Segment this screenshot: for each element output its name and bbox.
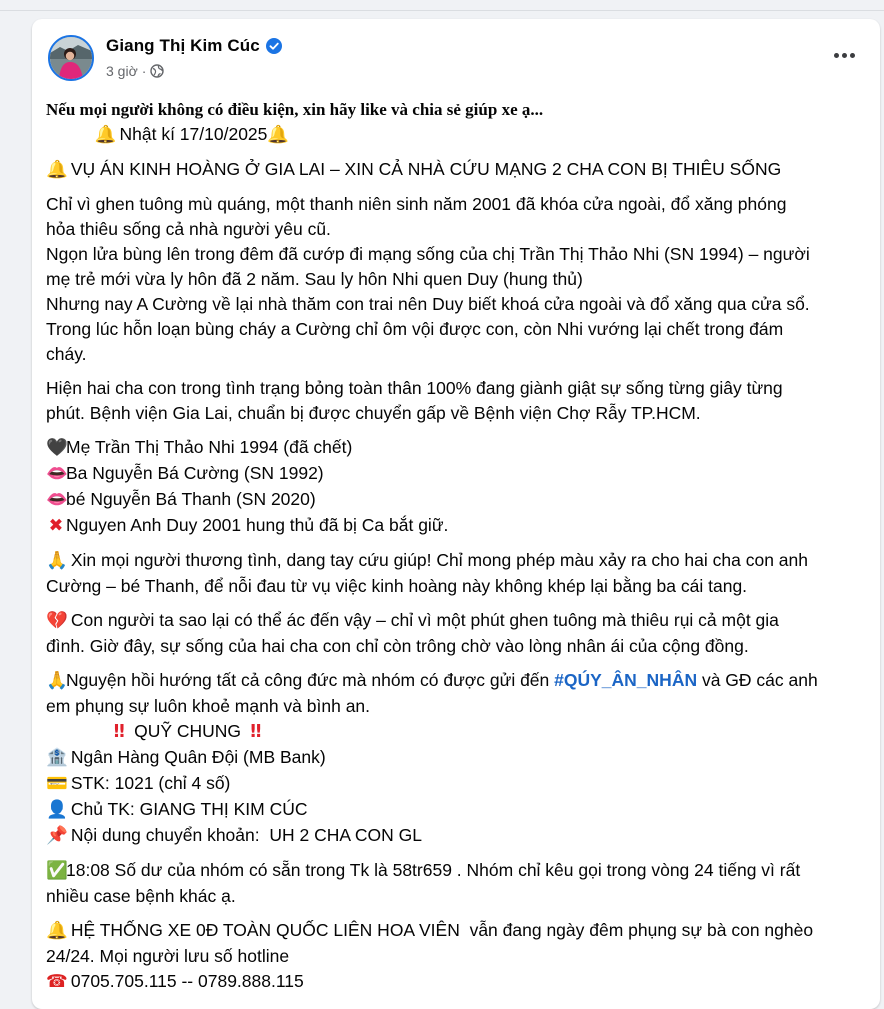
paragraph-line: nhiều case bệnh khác ạ. <box>46 886 236 906</box>
headline <box>46 157 876 183</box>
paragraph-2 <box>46 376 876 426</box>
post-card <box>32 19 880 1009</box>
list-item: 👄Ba Nguyễn Bá Cường (SN 1992) <box>46 461 876 487</box>
paragraph-3 <box>46 548 876 599</box>
double-exclamation-icon: ‼ <box>113 722 125 742</box>
post-body <box>46 97 876 995</box>
diary-label: Nhật kí 17/10/2025 <box>119 124 268 144</box>
credit-card-icon: 💳 <box>46 774 68 794</box>
broken-heart-icon: 💔 <box>46 611 68 631</box>
list-item: 🖤Mẹ Trần Thị Thảo Nhi 1994 (đã chết) <box>46 435 876 461</box>
diary-line <box>46 122 876 148</box>
paragraph-line: hỏa thiêu sống cả nhà người yêu cũ. <box>46 219 331 239</box>
author-avatar[interactable] <box>48 35 94 81</box>
folded-hands-icon: 🙏 <box>46 551 68 571</box>
author-row <box>106 36 282 56</box>
hotline-line: ☎ 0705.705.115 -- 0789.888.115 <box>46 969 876 995</box>
paragraph-line: 🙏 Xin mọi người thương tình, dang tay cứu giúp! Chỉ mong phép màu xảy ra cho hai cha con anh <box>46 548 876 574</box>
paragraph-1 <box>46 192 876 367</box>
paragraph-5 <box>46 668 876 719</box>
lips-icon: 👄 <box>46 490 68 510</box>
post-timestamp[interactable]: 3 giờ <box>106 63 138 79</box>
cross-mark-icon: ✖ <box>48 516 64 536</box>
paragraph-line: Chỉ vì ghen tuông mù quáng, một thanh niên sinh năm 2001 đã khóa cửa ngoài, đổ xăng phóng <box>46 194 787 214</box>
list-item: ✖ Nguyen Anh Duy 2001 hung thủ đã bị Ca bắt giữ. <box>46 513 876 539</box>
paragraph-line: phút. Bệnh viện Gia Lai, chuẩn bị được chuyển gấp về Bệnh viện Chợ Rẫy TP.HCM. <box>46 403 701 423</box>
paragraph-line: em phụng sự luôn khoẻ mạnh và bình an. <box>46 696 371 716</box>
hashtag-link[interactable]: #QÚY_ÂN_NHÂN <box>554 670 698 690</box>
paragraph-line: Nhưng nay A Cường về lại nhà thăm con trai nên Duy biết khoá cửa ngoài và đổ xăng qua cửa sổ. <box>46 294 810 314</box>
bank-icon: 🏦 <box>46 748 68 768</box>
globe-icon[interactable] <box>150 64 164 78</box>
transfer-line: 📌 Nội dung chuyển khoản: UH 2 CHA CON GL <box>46 823 876 849</box>
paragraph-line: 🙏Nguyện hồi hướng tất cả công đức mà nhóm có được gửi đến #QÚY_ÂN_NHÂN và GĐ các anh <box>46 668 876 694</box>
post-intro: Nếu mọi người không có điều kiện, xin hãy like và chia sẻ giúp xe ạ... <box>46 100 544 119</box>
red-bell-icon: 🔔 <box>94 125 117 145</box>
list-item: 👄bé Nguyễn Bá Thanh (SN 2020) <box>46 487 876 513</box>
paragraph-line: mẹ trẻ mới vừa ly hôn đã 2 năm. Sau ly hôn Nhi quen Duy (hung thủ) <box>46 269 583 289</box>
folded-hands-icon: 🙏 <box>46 671 68 691</box>
meta-separator: · <box>141 63 147 79</box>
paragraph-line: Hiện hai cha con trong tình trạng bỏng toàn thân 100% đang giành giật sự sống từng giây từng <box>46 378 783 398</box>
author-name[interactable]: Giang Thị Kim Cúc <box>106 36 260 55</box>
red-bell-icon: 🔔 <box>46 921 68 941</box>
owner-line: 👤 Chủ TK: GIANG THỊ KIM CÚC <box>46 797 876 823</box>
fund-title: ‼ QUỸ CHUNG ‼ <box>46 719 876 745</box>
paragraph-4 <box>46 608 876 659</box>
paragraph-line: cháy. <box>46 344 87 364</box>
pushpin-icon: 📌 <box>46 826 68 846</box>
black-heart-icon: 🖤 <box>46 438 68 458</box>
feed-top-divider <box>0 0 884 11</box>
double-exclamation-icon: ‼ <box>250 722 262 742</box>
post-header <box>32 19 880 89</box>
telephone-icon: ☎ <box>46 972 68 992</box>
headline-text: VỤ ÁN KINH HOÀNG Ở GIA LAI – XIN CẢ NHÀ CỨU MẠNG 2 CHA CON BỊ THIÊU SỐNG <box>70 159 782 179</box>
bust-icon: 👤 <box>46 800 68 820</box>
system-note <box>46 918 876 995</box>
red-bell-icon: 🔔 <box>267 125 290 145</box>
account-line: 💳 STK: 1021 (chỉ 4 số) <box>46 771 876 797</box>
more-options-icon[interactable] <box>826 41 862 69</box>
paragraph-line: 24/24. Mọi người lưu số hotline <box>46 946 290 966</box>
paragraph-line: đình. Giờ đây, sự sống của hai cha con chỉ còn trông chờ vào lòng nhân ái của cộng đồng. <box>46 636 749 656</box>
balance-note <box>46 858 876 909</box>
bank-line: 🏦 Ngân Hàng Quân Đội (MB Bank) <box>46 745 876 771</box>
paragraph-line: 🔔 HỆ THỐNG XE 0Đ TOÀN QUỐC LIÊN HOA VIÊN vẫn đang ngày đêm phụng sự bà con nghèo <box>46 918 876 944</box>
lips-icon: 👄 <box>46 464 68 484</box>
fund-block <box>46 719 876 849</box>
paragraph-line: 💔 Con người ta sao lại có thể ác đến vậy – chỉ vì một phút ghen tuông mà thiêu rụi cả một gia <box>46 608 876 634</box>
paragraph-line: Cường – bé Thanh, để nỗi đau từ vụ việc kinh hoàng này không khép lại bằng ba cái tang. <box>46 576 748 596</box>
victims-list <box>46 435 876 539</box>
paragraph-line: ✅18:08 Số dư của nhóm có sẵn trong Tk là 58tr659 . Nhóm chỉ kêu gọi trong vòng 24 tiếng vì rất <box>46 858 876 884</box>
post-meta <box>106 63 164 79</box>
check-mark-icon: ✅ <box>46 861 68 881</box>
paragraph-line: Ngọn lửa bùng lên trong đêm đã cướp đi mạng sống của chị Trần Thị Thảo Nhi (SN 1994) – người <box>46 244 810 264</box>
red-bell-icon: 🔔 <box>46 160 68 180</box>
verified-badge-icon <box>266 38 282 54</box>
paragraph-line: Trong lúc hỗn loạn bùng cháy a Cường chỉ ôm vội được con, còn Nhi vướng lại chết trong đám <box>46 319 784 339</box>
